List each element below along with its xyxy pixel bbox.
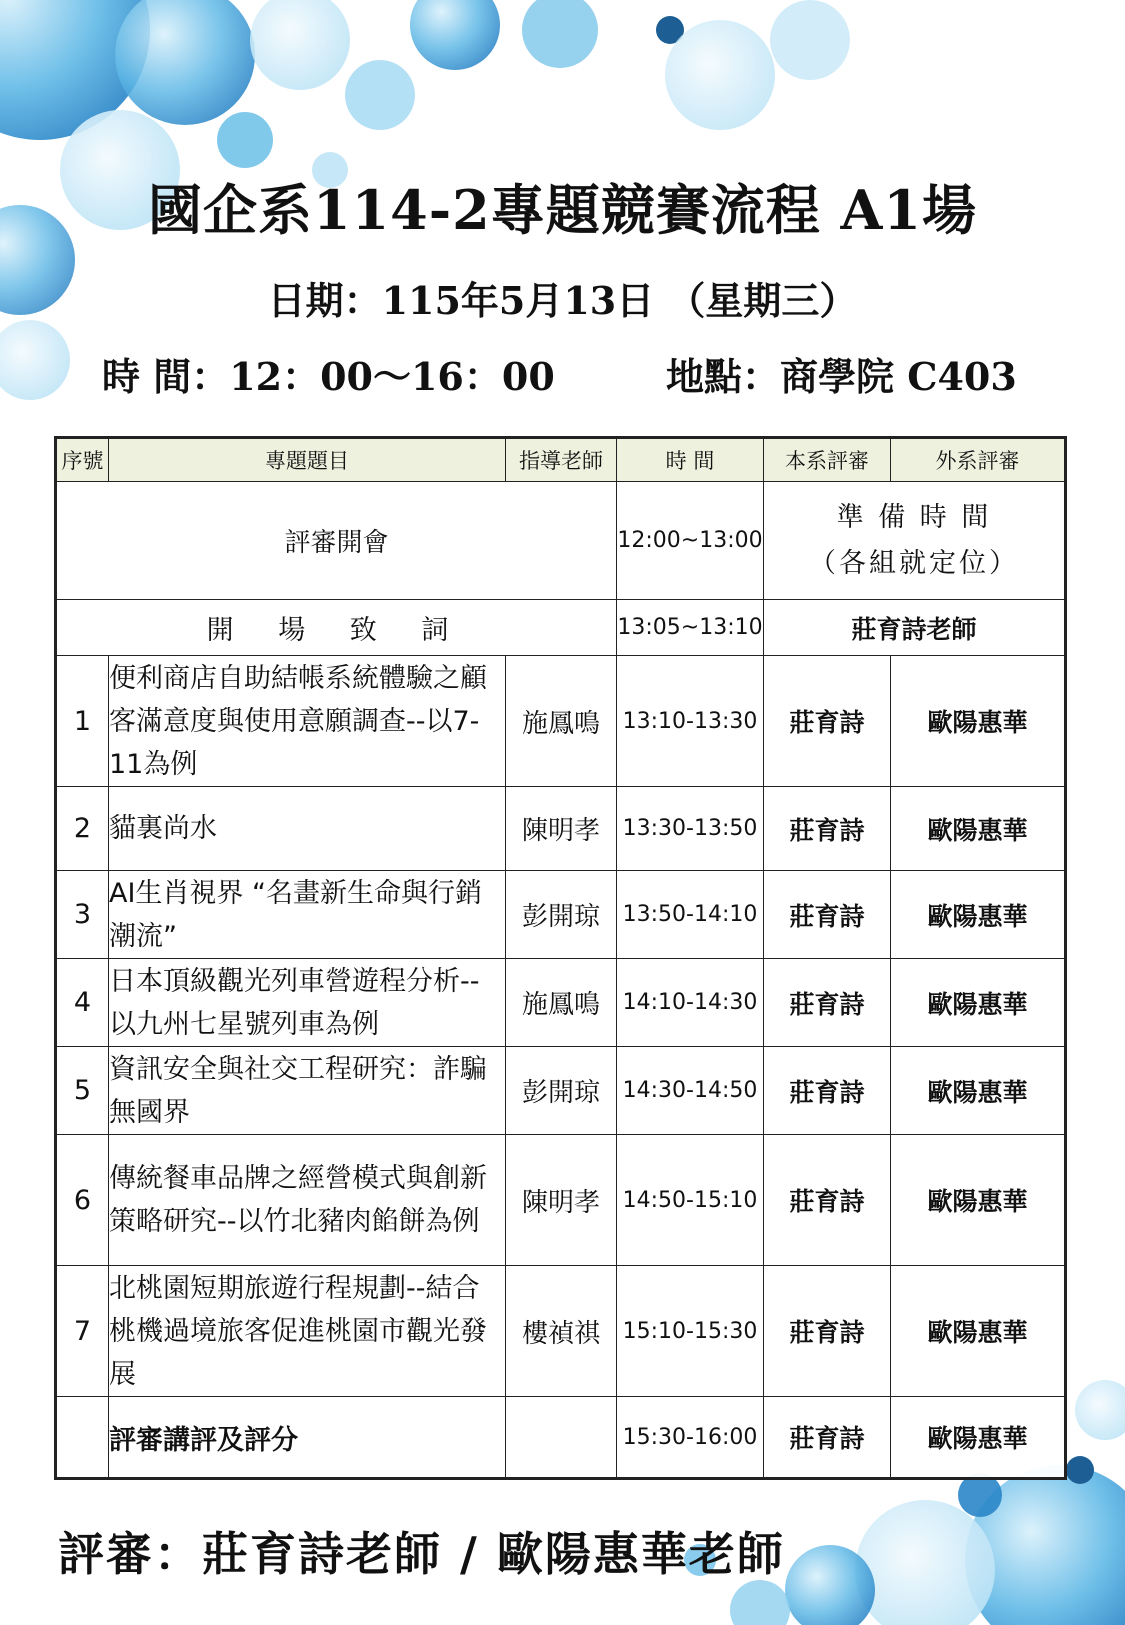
row-judge-out: 歐陽惠華 bbox=[891, 1266, 1066, 1397]
header-judge-in: 本系評審 bbox=[764, 438, 891, 482]
schedule-table bbox=[54, 436, 1067, 1480]
table-row bbox=[56, 1266, 1066, 1397]
row-advisor: 施鳳鳴 bbox=[506, 959, 617, 1047]
row-time: 14:30-14:50 bbox=[617, 1047, 764, 1135]
row-no: 6 bbox=[56, 1135, 109, 1266]
row-judge-out: 歐陽惠華 bbox=[891, 1047, 1066, 1135]
row-judge-in: 莊育詩 bbox=[764, 871, 891, 959]
review-row bbox=[56, 1397, 1066, 1479]
row-advisor: 彭開琼 bbox=[506, 871, 617, 959]
table-row bbox=[56, 1047, 1066, 1135]
row-topic: AI生肖視界 “名畫新生命與行銷潮流” bbox=[109, 871, 506, 959]
row-judge-out: 歐陽惠華 bbox=[891, 787, 1066, 871]
row-advisor: 彭開琼 bbox=[506, 1047, 617, 1135]
header-no: 序號 bbox=[56, 438, 109, 482]
opening-row bbox=[56, 600, 1066, 656]
review-judge-in: 莊育詩 bbox=[764, 1397, 891, 1479]
review-judge-out: 歐陽惠華 bbox=[891, 1397, 1066, 1479]
row-judge-out: 歐陽惠華 bbox=[891, 1135, 1066, 1266]
table-row bbox=[56, 871, 1066, 959]
event-place: 地點：商學院 C403 bbox=[666, 354, 1017, 399]
row-no: 2 bbox=[56, 787, 109, 871]
opening-time: 13:05~13:10 bbox=[617, 600, 764, 656]
row-judge-in: 莊育詩 bbox=[764, 959, 891, 1047]
row-time: 14:50-15:10 bbox=[617, 1135, 764, 1266]
row-topic: 日本頂級觀光列車營遊程分析--以九州七星號列車為例 bbox=[109, 959, 506, 1047]
table-header-row bbox=[56, 438, 1066, 482]
footer-judges: 評審：莊育詩老師 / 歐陽惠華老師 bbox=[58, 1527, 785, 1581]
table-row bbox=[56, 787, 1066, 871]
row-advisor: 陳明孝 bbox=[506, 1135, 617, 1266]
row-topic: 貓裏尚水 bbox=[109, 787, 506, 871]
row-topic: 北桃園短期旅遊行程規劃--結合桃機過境旅客促進桃園市觀光發展 bbox=[109, 1266, 506, 1397]
table-row bbox=[56, 1135, 1066, 1266]
row-time: 13:50-14:10 bbox=[617, 871, 764, 959]
prep-cell bbox=[764, 482, 1066, 600]
header-judge-out: 外系評審 bbox=[891, 438, 1066, 482]
row-no: 5 bbox=[56, 1047, 109, 1135]
page-title: 國企系114-2專題競賽流程 A1場 bbox=[148, 178, 977, 242]
row-judge-in: 莊育詩 bbox=[764, 1266, 891, 1397]
meeting-row bbox=[56, 482, 1066, 600]
row-advisor: 樓禎祺 bbox=[506, 1266, 617, 1397]
row-no: 3 bbox=[56, 871, 109, 959]
row-advisor: 陳明孝 bbox=[506, 787, 617, 871]
meeting-time: 12:00~13:00 bbox=[617, 482, 764, 600]
row-judge-out: 歐陽惠華 bbox=[891, 959, 1066, 1047]
row-time: 15:10-15:30 bbox=[617, 1266, 764, 1397]
header-time: 時 間 bbox=[617, 438, 764, 482]
prep-line2: （各組就定位） bbox=[809, 547, 1019, 579]
row-time: 14:10-14:30 bbox=[617, 959, 764, 1047]
row-time: 13:10-13:30 bbox=[617, 656, 764, 787]
table-row bbox=[56, 959, 1066, 1047]
opening-label: 開 場 致 詞 bbox=[56, 600, 617, 656]
row-judge-out: 歐陽惠華 bbox=[891, 871, 1066, 959]
row-judge-in: 莊育詩 bbox=[764, 656, 891, 787]
row-judge-in: 莊育詩 bbox=[764, 1135, 891, 1266]
row-advisor: 施鳳鳴 bbox=[506, 656, 617, 787]
header-topic: 專題題目 bbox=[109, 438, 506, 482]
row-no: 1 bbox=[56, 656, 109, 787]
review-time: 15:30-16:00 bbox=[617, 1397, 764, 1479]
table-row bbox=[56, 656, 1066, 787]
prep-line1: 準 備 時 間 bbox=[836, 501, 992, 533]
row-no: 4 bbox=[56, 959, 109, 1047]
row-time: 13:30-13:50 bbox=[617, 787, 764, 871]
row-topic: 便利商店自助結帳系統體驗之顧客滿意度與使用意願調查--以7-11為例 bbox=[109, 656, 506, 787]
opening-host: 莊育詩老師 bbox=[764, 600, 1066, 656]
event-time: 時 間：12：00～16：00 bbox=[102, 354, 555, 399]
row-topic: 資訊安全與社交工程研究：詐騙無國界 bbox=[109, 1047, 506, 1135]
meeting-label: 評審開會 bbox=[56, 482, 617, 600]
row-judge-in: 莊育詩 bbox=[764, 787, 891, 871]
row-judge-in: 莊育詩 bbox=[764, 1047, 891, 1135]
row-judge-out: 歐陽惠華 bbox=[891, 656, 1066, 787]
review-label: 評審講評及評分 bbox=[109, 1397, 506, 1479]
review-advisor bbox=[506, 1397, 617, 1479]
header-advisor: 指導老師 bbox=[506, 438, 617, 482]
review-no bbox=[56, 1397, 109, 1479]
row-no: 7 bbox=[56, 1266, 109, 1397]
event-date: 日期：115年5月13日 （星期三） bbox=[267, 278, 858, 323]
row-topic: 傳統餐車品牌之經營模式與創新策略研究--以竹北豬肉餡餅為例 bbox=[109, 1135, 506, 1266]
